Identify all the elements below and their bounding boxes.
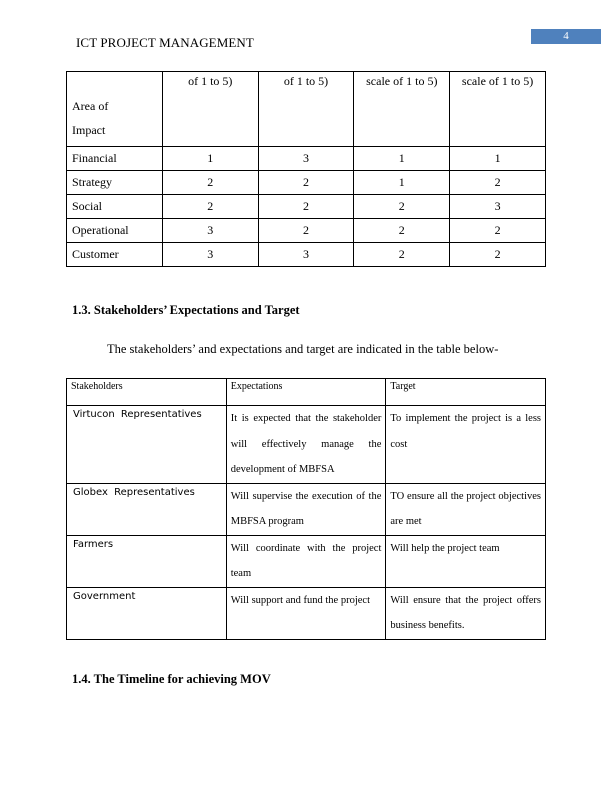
table-row <box>67 243 546 267</box>
rating-cell: 1 <box>162 147 258 171</box>
rating-cell: 3 <box>450 195 546 219</box>
area-of-impact-header <box>67 72 163 147</box>
stakeholder-cell: Virtucon Representatives <box>67 406 227 484</box>
table-row <box>67 147 546 171</box>
rating-cell: 2 <box>354 219 450 243</box>
target-cell: TO ensure all the project objectives are met <box>386 483 546 535</box>
target-cell: To implement the project is a less cost <box>386 406 546 484</box>
impact-header-cell: scale of 1 to 5) <box>354 72 450 147</box>
rating-cell: 2 <box>162 171 258 195</box>
table-row <box>67 195 546 219</box>
rating-cell: 1 <box>354 171 450 195</box>
section-heading: 1.4. The Timeline for achieving MOV <box>72 672 271 686</box>
running-header: ICT PROJECT MANAGEMENT <box>76 35 254 50</box>
target-cell: Will ensure that the project offers business benefits. <box>386 587 546 639</box>
rating-cell: 2 <box>450 243 546 267</box>
impact-header-cell: scale of 1 to 5) <box>450 72 546 147</box>
area-header-line: Impact <box>72 123 106 137</box>
rating-cell: 2 <box>258 171 354 195</box>
stakeholder-table <box>66 378 546 640</box>
table-row <box>67 171 546 195</box>
column-header: Target <box>386 379 546 406</box>
impact-header-cell: of 1 to 5) <box>162 72 258 147</box>
target-cell: Will help the project team <box>386 535 546 587</box>
rating-cell: 1 <box>450 147 546 171</box>
expectation-cell: It is expected that the stakeholder will effectively manage the development of MBFSA <box>226 406 386 484</box>
table-row <box>67 483 546 535</box>
rating-cell: 2 <box>162 195 258 219</box>
area-cell: Operational <box>67 219 163 243</box>
expectation-cell: Will support and fund the project <box>226 587 386 639</box>
impact-table-header-row <box>67 72 546 147</box>
rating-cell: 2 <box>450 171 546 195</box>
table-row <box>67 587 546 639</box>
impact-header-cell: of 1 to 5) <box>258 72 354 147</box>
expectation-cell: Will coordinate with the project team <box>226 535 386 587</box>
section-heading: 1.3. Stakeholders’ Expectations and Target <box>72 303 300 317</box>
stakeholder-cell: Farmers <box>67 535 227 587</box>
rating-cell: 2 <box>354 243 450 267</box>
rating-cell: 3 <box>258 243 354 267</box>
rating-cell: 2 <box>354 195 450 219</box>
rating-cell: 3 <box>162 219 258 243</box>
rating-cell: 2 <box>258 219 354 243</box>
page-number: 4 <box>531 29 601 44</box>
rating-cell: 1 <box>354 147 450 171</box>
area-cell: Financial <box>67 147 163 171</box>
rating-cell: 3 <box>162 243 258 267</box>
rating-cell: 2 <box>450 219 546 243</box>
impact-table <box>66 71 546 267</box>
rating-cell: 3 <box>258 147 354 171</box>
area-cell: Social <box>67 195 163 219</box>
table-row <box>67 406 546 484</box>
expectation-cell: Will supervise the execution of the MBFSA program <box>226 483 386 535</box>
table-row <box>67 219 546 243</box>
area-cell: Strategy <box>67 171 163 195</box>
stakeholder-cell: Globex Representatives <box>67 483 227 535</box>
stakeholder-cell: Government <box>67 587 227 639</box>
column-header: Expectations <box>226 379 386 406</box>
column-header: Stakeholders <box>67 379 227 406</box>
table-row <box>67 535 546 587</box>
rating-cell: 2 <box>258 195 354 219</box>
stakeholder-table-header-row <box>67 379 546 406</box>
intro-paragraph: The stakeholders’ and expectations and target are indicated in the table below- <box>107 342 499 356</box>
area-header-line: Area of <box>72 99 109 113</box>
area-cell: Customer <box>67 243 163 267</box>
